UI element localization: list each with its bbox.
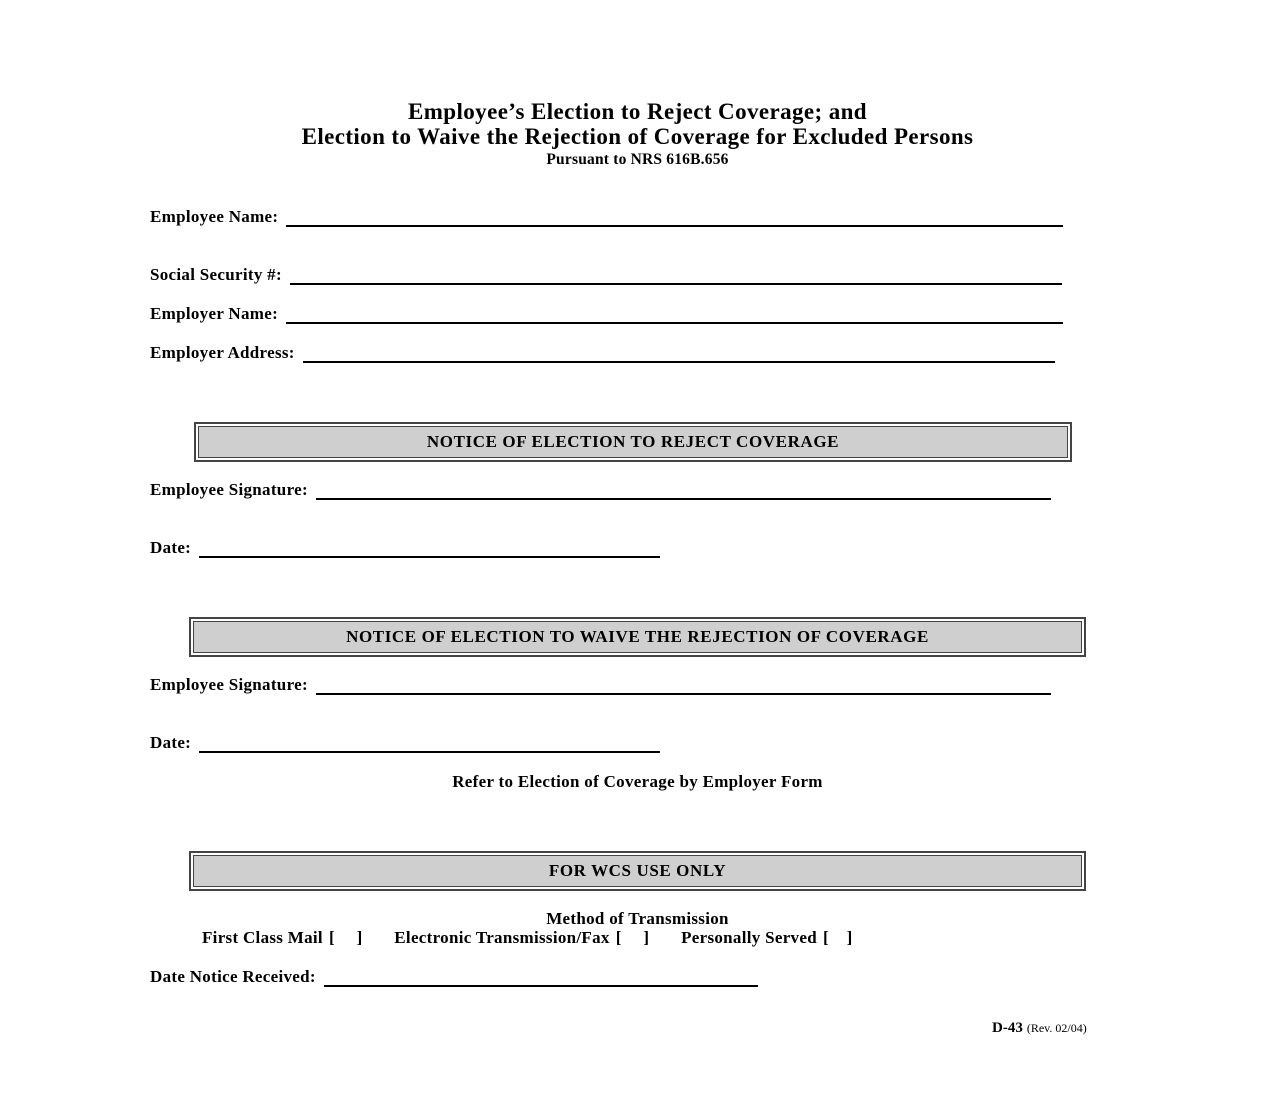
employer-address-field: [150, 343, 1055, 363]
waive-signature-line[interactable]: [316, 679, 1051, 695]
transmission-options: [202, 928, 1082, 948]
waive-date-field: [150, 733, 660, 753]
reject-signature-label: Employee Signature:: [150, 480, 308, 499]
employer-address-line[interactable]: [303, 347, 1055, 363]
reject-date-field: [150, 538, 660, 558]
reject-signature-line[interactable]: [316, 484, 1051, 500]
reject-coverage-banner: [194, 422, 1072, 462]
reject-date-line[interactable]: [199, 542, 660, 558]
option-electronic-fax[interactable]: [394, 928, 649, 948]
wcs-use-banner: [189, 851, 1086, 891]
employer-name-label: Employer Name:: [150, 304, 279, 323]
date-received-field: [150, 967, 758, 987]
form-footer: [992, 1020, 1087, 1037]
form-revision: (Rev. 02/04): [1026, 1021, 1087, 1035]
waive-signature-field: [150, 675, 1051, 695]
option-first-class-mail[interactable]: [202, 928, 362, 948]
checkbox-electronic-fax[interactable]: [ ]: [615, 928, 650, 947]
wcs-use-heading: FOR WCS USE ONLY: [193, 855, 1082, 887]
method-title: Method of Transmission: [546, 909, 729, 928]
reject-signature-field: [150, 480, 1051, 500]
employee-name-label: Employee Name:: [150, 207, 279, 226]
option-label: Personally Served: [681, 928, 817, 947]
waive-rejection-heading: NOTICE OF ELECTION TO WAIVE THE REJECTION OF COVERAGE: [193, 621, 1082, 653]
employee-name-line[interactable]: [286, 211, 1063, 227]
option-label: Electronic Transmission/Fax: [394, 928, 610, 947]
refer-note: Refer to Election of Coverage by Employer Form: [452, 772, 823, 791]
social-security-field: [150, 265, 1062, 285]
employer-name-field: [150, 304, 1063, 324]
form-id: D-43: [992, 1020, 1023, 1036]
reject-coverage-heading: NOTICE OF ELECTION TO REJECT COVERAGE: [198, 426, 1068, 458]
reject-date-label: Date:: [150, 538, 192, 557]
form-title-line1: Employee’s Election to Reject Coverage; and: [408, 99, 867, 124]
option-label: First Class Mail: [202, 928, 323, 947]
social-security-line[interactable]: [290, 269, 1062, 285]
date-received-label: Date Notice Received:: [150, 967, 316, 986]
waive-signature-label: Employee Signature:: [150, 675, 308, 694]
employer-address-label: Employer Address:: [150, 343, 295, 362]
checkbox-first-class-mail[interactable]: [ ]: [328, 928, 363, 947]
form-title-line2: Election to Waive the Rejection of Coverage for Excluded Persons: [301, 124, 974, 149]
form-subtitle: Pursuant to NRS 616B.656: [546, 151, 729, 168]
waive-date-line[interactable]: [199, 737, 660, 753]
date-received-line[interactable]: [324, 971, 758, 987]
waive-date-label: Date:: [150, 733, 192, 752]
employee-name-field: [150, 207, 1063, 227]
checkbox-personally-served[interactable]: [ ]: [822, 928, 853, 947]
waive-rejection-banner: [189, 617, 1086, 657]
social-security-label: Social Security #:: [150, 265, 282, 284]
employer-name-line[interactable]: [286, 308, 1063, 324]
option-personally-served[interactable]: [681, 928, 852, 948]
